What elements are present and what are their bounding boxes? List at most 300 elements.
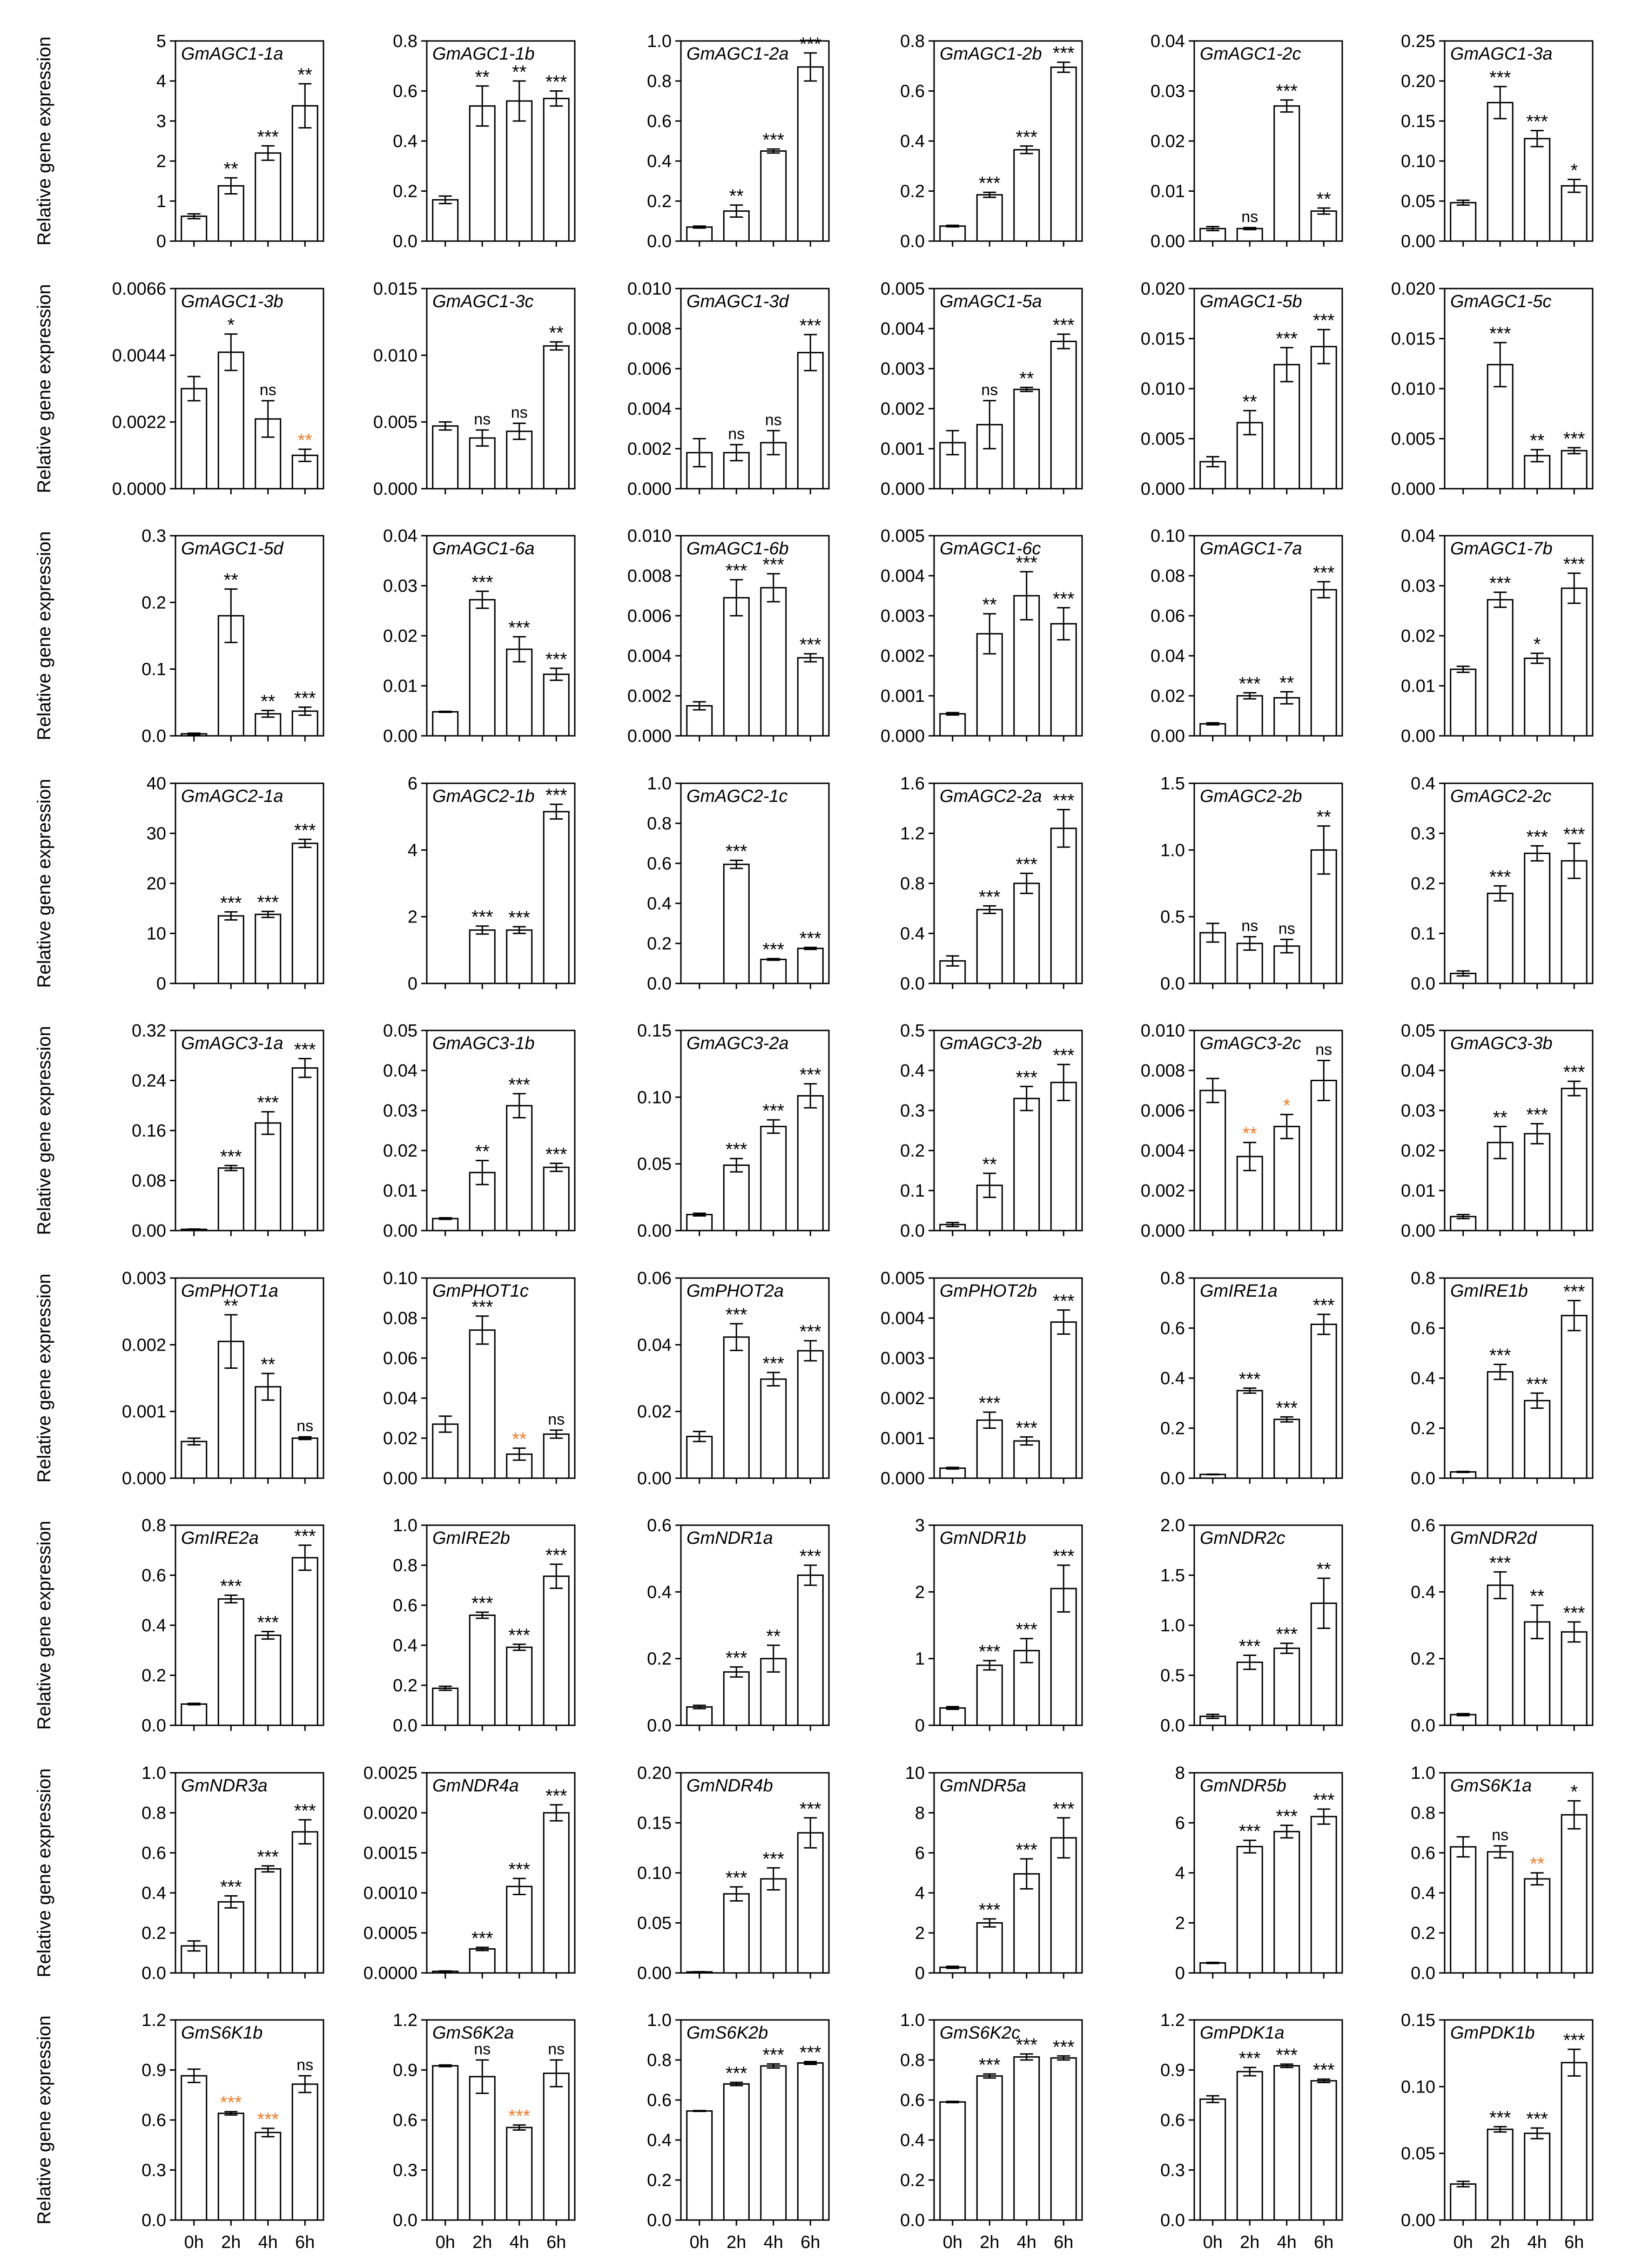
y-tick-label: 0.4 (900, 132, 925, 151)
significance-label: *** (1312, 310, 1335, 331)
x-tick-label: 2h (221, 2233, 241, 2252)
y-tick-label: 0.001 (880, 439, 925, 459)
chart-title: GmIRE1a (1200, 1281, 1278, 1301)
bar (1561, 588, 1587, 736)
bar (1487, 1585, 1513, 1725)
bar (1274, 364, 1299, 489)
bar (977, 1420, 1002, 1478)
chart-panel (900, 2011, 1082, 2252)
bar (1051, 624, 1076, 736)
significance-label: ns (474, 410, 491, 428)
y-tick-label: 0.004 (880, 319, 925, 339)
significance-label: *** (799, 928, 821, 949)
y-tick-label: 0.8 (393, 32, 417, 51)
chart-title: GmAGC1-5b (1200, 292, 1302, 311)
bar (433, 2066, 458, 2220)
y-tick-label: 0.6 (1411, 1516, 1435, 1535)
significance-label: *** (294, 820, 316, 841)
chart-panel (34, 1763, 323, 1983)
significance-label: *** (1526, 1374, 1548, 1395)
bar (1311, 347, 1336, 489)
y-tick-label: 0.4 (900, 2131, 925, 2150)
y-tick-label: 2 (915, 1582, 925, 1602)
chart-panel (1175, 1763, 1342, 1983)
bar (433, 712, 458, 736)
y-tick-label: 0.010 (373, 346, 417, 366)
significance-label: ** (261, 1354, 276, 1375)
significance-label: *** (1238, 1821, 1261, 1842)
significance-label: *** (1526, 1104, 1548, 1125)
significance-label: *** (725, 1305, 747, 1326)
chart-title: GmAGC1-3a (1450, 44, 1553, 64)
chart-title: GmNDR5a (940, 1776, 1026, 1796)
bar (1487, 1852, 1513, 1973)
y-tick-label: 0.000 (121, 1469, 166, 1488)
y-tick-label: 0.02 (1151, 132, 1185, 151)
y-axis-label: Relative gene expression (34, 1521, 54, 1730)
y-axis-label: Relative gene expression (34, 284, 54, 493)
y-tick-label: 0.15 (637, 1813, 672, 1833)
y-tick-label: 10 (146, 924, 166, 944)
y-tick-label: 0.00 (383, 1469, 417, 1488)
significance-label: *** (220, 1146, 242, 1167)
significance-label: ** (475, 1141, 490, 1162)
significance-label: ** (223, 570, 238, 591)
x-tick-label: 2h (472, 2233, 492, 2252)
y-tick-label: 0.10 (637, 1088, 672, 1108)
chart-panel (1411, 1269, 1593, 1488)
significance-label: *** (545, 72, 567, 93)
y-tick-label: 0.0 (141, 2211, 166, 2230)
chart-title: GmAGC3-2b (940, 1034, 1042, 1053)
chart-panel (627, 279, 829, 499)
bar (1200, 1090, 1225, 1231)
y-tick-label: 6 (915, 1844, 925, 1863)
y-tick-label: 0.3 (141, 2160, 166, 2181)
chart-title: GmPHOT2a (686, 1281, 784, 1301)
chart-title: GmS6K1b (181, 2023, 263, 2043)
bar (218, 1902, 243, 1973)
y-tick-label: 4 (156, 72, 166, 91)
significance-label: *** (471, 1593, 493, 1614)
y-tick-label: 6 (1175, 1813, 1185, 1833)
chart-panel (393, 2011, 575, 2252)
y-tick-label: 0.4 (900, 924, 925, 944)
chart-title: GmAGC1-7a (1200, 539, 1302, 559)
y-axis-label: Relative gene expression (34, 1273, 54, 1483)
bar (798, 1096, 823, 1231)
chart-panel (900, 32, 1082, 251)
y-axis-label: Relative gene expression (34, 2015, 54, 2225)
y-tick-label: 0.001 (880, 686, 925, 706)
significance-label: *** (725, 1868, 747, 1889)
chart-title: GmAGC2-2c (1450, 787, 1552, 806)
significance-label: *** (1052, 1546, 1075, 1567)
y-tick-label: 0.000 (1391, 479, 1435, 499)
y-tick-label: 0.02 (1401, 1141, 1435, 1161)
significance-label: *** (1052, 43, 1075, 64)
y-tick-label: 30 (146, 824, 166, 844)
chart-title: GmAGC1-2a (686, 44, 789, 64)
y-tick-label: 0.5 (1160, 1666, 1185, 1686)
y-tick-label: 0.003 (121, 1269, 166, 1288)
significance-label: *** (1563, 2030, 1585, 2051)
y-tick-label: 1.0 (1411, 1763, 1435, 1783)
significance-label: ns (1492, 1826, 1509, 1844)
y-tick-label: 0.03 (1151, 81, 1185, 101)
chart-title: GmAGC3-2a (686, 1034, 789, 1053)
chart-title: GmAGC3-1b (432, 1034, 535, 1053)
significance-label: *** (220, 893, 242, 914)
y-tick-label: 0.2 (647, 2171, 672, 2190)
bar (724, 2084, 749, 2220)
chart-panel (383, 526, 575, 746)
significance-label: *** (762, 939, 785, 960)
y-tick-label: 0.000 (627, 479, 672, 499)
bar (977, 195, 1002, 241)
significance-label: ** (512, 62, 527, 82)
significance-label: *** (508, 1625, 531, 1646)
chart-panel (373, 279, 575, 499)
x-tick-label: 2h (727, 2233, 747, 2252)
y-tick-label: 0.05 (1401, 192, 1435, 211)
significance-label: ns (548, 1410, 565, 1428)
y-tick-label: 0.8 (393, 1556, 417, 1575)
y-tick-label: 1.0 (647, 32, 672, 51)
y-tick-label: 0.04 (637, 1335, 672, 1355)
significance-label: ** (982, 594, 997, 615)
y-tick-label: 0.24 (132, 1071, 166, 1091)
significance-label: *** (762, 1849, 785, 1870)
significance-label: *** (762, 1101, 785, 1122)
significance-label: ns (728, 425, 745, 443)
y-tick-label: 0.02 (383, 1141, 417, 1161)
chart-panel (1151, 32, 1342, 251)
x-tick-label: 0h (1453, 2233, 1473, 2252)
bar (1561, 2063, 1587, 2220)
significance-label: *** (294, 688, 316, 709)
y-tick-label: 0.2 (393, 1676, 417, 1696)
significance-label: *** (471, 1928, 493, 1949)
chart-title: GmS6K2c (940, 2023, 1021, 2043)
y-tick-label: 0.0 (900, 974, 925, 994)
x-tick-label: 4h (1527, 2233, 1547, 2252)
chart-panel (1160, 2011, 1342, 2252)
y-tick-label: 5 (156, 32, 166, 51)
y-tick-label: 0.10 (637, 1864, 672, 1883)
y-tick-label: 0.2 (141, 593, 166, 613)
y-tick-label: 0.04 (383, 1389, 417, 1408)
bar (798, 353, 823, 489)
y-tick-label: 0.006 (627, 606, 672, 626)
y-tick-label: 0.002 (1140, 1181, 1185, 1201)
y-tick-label: 0.004 (880, 566, 925, 586)
y-tick-label: 0.6 (393, 2111, 417, 2130)
x-tick-label: 0h (942, 2233, 962, 2252)
significance-label: *** (1052, 1291, 1075, 1312)
chart-title: GmAGC2-2a (940, 787, 1042, 806)
y-tick-label: 1.5 (1160, 774, 1185, 794)
bar (1237, 1391, 1262, 1478)
bar (798, 949, 823, 983)
significance-label: *** (1276, 81, 1298, 101)
bar (470, 2077, 495, 2220)
y-axis-label: Relative gene expression (34, 1026, 54, 1235)
bar (1274, 1648, 1299, 1725)
y-tick-label: 0.005 (880, 279, 925, 299)
y-tick-label: 0.0 (1411, 1964, 1435, 1983)
bar (1311, 1324, 1336, 1478)
significance-label: ** (297, 65, 312, 86)
y-tick-label: 0.00 (1151, 232, 1185, 251)
x-tick-label: 4h (1016, 2233, 1036, 2252)
chart-title: GmAGC2-2b (1200, 787, 1302, 806)
y-tick-label: 0.0 (141, 1964, 166, 1983)
bar (292, 1438, 317, 1478)
y-tick-label: 1 (915, 1649, 925, 1669)
bar (1237, 2072, 1262, 2220)
significance-label: ** (982, 1154, 997, 1175)
y-tick-label: 0.003 (880, 359, 925, 379)
chart-panel (1401, 32, 1593, 251)
significance-label: *** (799, 634, 821, 655)
y-tick-label: 0.6 (393, 81, 417, 101)
bar (940, 714, 965, 736)
chart-panel (627, 526, 829, 746)
y-tick-label: 1.0 (900, 2011, 925, 2030)
x-tick-label: 4h (763, 2233, 783, 2252)
chart-title: GmPHOT1c (432, 1281, 529, 1301)
y-tick-label: 0.03 (383, 1101, 417, 1121)
significance-label: *** (220, 1576, 242, 1597)
bar (1525, 1879, 1550, 1973)
chart-panel (393, 32, 575, 251)
bar (1487, 1372, 1513, 1478)
bar (182, 1441, 207, 1478)
significance-label: *** (257, 892, 279, 913)
bar (1051, 1083, 1076, 1231)
significance-label: ** (1493, 1107, 1507, 1128)
significance-label: ns (511, 404, 528, 422)
bar (544, 346, 569, 489)
chart-panel (393, 1516, 575, 1736)
bar (1014, 390, 1039, 489)
y-tick-label: 0.004 (627, 646, 672, 666)
bar (292, 1558, 317, 1725)
y-tick-label: 0.0 (1160, 1716, 1185, 1736)
chart-title: GmNDR4b (686, 1776, 773, 1796)
y-tick-label: 0.006 (1140, 1101, 1185, 1121)
bar (940, 1468, 965, 1479)
bar (798, 658, 823, 736)
y-tick-label: 0.5 (900, 1021, 925, 1041)
significance-label: ** (1530, 431, 1545, 451)
y-tick-label: 0.8 (900, 2051, 925, 2070)
y-tick-label: 0.4 (1411, 774, 1435, 794)
bar (256, 1123, 281, 1231)
significance-label: *** (1052, 1798, 1075, 1819)
bar (544, 99, 569, 241)
bar (1237, 229, 1262, 241)
y-tick-label: 0.25 (1401, 32, 1435, 51)
bar (433, 1218, 458, 1231)
y-tick-label: 0.01 (1401, 1181, 1435, 1201)
y-tick-label: 0.005 (373, 412, 417, 432)
y-tick-label: 0.03 (1401, 1101, 1435, 1121)
y-tick-label: 2.0 (1160, 1516, 1185, 1535)
y-tick-label: 0.8 (900, 32, 925, 51)
y-tick-label: 0.2 (647, 192, 672, 211)
y-tick-label: 0.0 (647, 2211, 672, 2230)
y-tick-label: 20 (146, 874, 166, 894)
chart-panel (1151, 526, 1342, 746)
y-tick-label: 0.04 (1151, 646, 1185, 666)
y-tick-label: 0.32 (132, 1021, 166, 1041)
y-tick-label: 0.05 (1401, 2144, 1435, 2164)
bar (1451, 1847, 1476, 1973)
y-tick-label: 0.6 (647, 112, 672, 131)
significance-label: *** (799, 1546, 821, 1567)
y-tick-label: 0.04 (383, 526, 417, 546)
bar (433, 1688, 458, 1725)
y-axis-label: Relative gene expression (34, 1768, 54, 1978)
significance-label: * (227, 315, 235, 336)
y-tick-label: 0.005 (880, 526, 925, 546)
y-tick-label: 0.000 (880, 1469, 925, 1488)
bar (1274, 106, 1299, 241)
bar (544, 812, 569, 983)
y-tick-label: 0.4 (647, 2131, 672, 2150)
bar (687, 1436, 712, 1478)
significance-label: *** (978, 2055, 1001, 2076)
significance-label: *** (799, 1064, 821, 1085)
bar (544, 1813, 569, 1973)
y-tick-label: 1.0 (141, 1763, 166, 1783)
bar (940, 2102, 965, 2220)
significance-label: *** (1016, 552, 1038, 573)
bar (1311, 2081, 1336, 2220)
bar (798, 1351, 823, 1478)
y-tick-label: 0.05 (637, 1913, 672, 1933)
y-tick-label: 0.0 (900, 1221, 925, 1241)
chart-title: GmPDK1b (1450, 2023, 1535, 2043)
significance-label: ns (981, 381, 998, 399)
y-tick-label: 0.1 (1411, 924, 1435, 944)
x-tick-label: 2h (980, 2233, 1000, 2252)
bar (977, 1923, 1002, 1973)
y-tick-label: 0.0 (647, 974, 672, 994)
y-tick-label: 0.4 (647, 894, 672, 914)
significance-label: *** (1238, 1636, 1261, 1657)
bar (182, 216, 207, 241)
y-tick-label: 0.6 (141, 1566, 166, 1586)
chart-title: GmAGC2-1b (432, 787, 535, 806)
chart-panel (881, 279, 1082, 499)
bar (256, 153, 281, 241)
chart-title: GmIRE1b (1450, 1281, 1528, 1301)
bar (724, 598, 749, 736)
y-tick-label: 0.2 (1411, 1924, 1435, 1943)
chart-title: GmNDR2d (1450, 1528, 1537, 1548)
y-tick-label: 0.002 (880, 399, 925, 419)
bar (724, 1672, 749, 1725)
bar (507, 1106, 532, 1231)
y-tick-label: 0.02 (1151, 686, 1185, 706)
y-tick-label: 0.6 (1411, 1844, 1435, 1863)
bar (1311, 1817, 1336, 1973)
bar (687, 2111, 712, 2220)
chart-title: GmAGC1-1a (181, 44, 283, 64)
significance-label: ** (512, 1429, 527, 1450)
significance-label: *** (1489, 573, 1511, 594)
y-tick-label: 0.4 (647, 1582, 672, 1602)
bar (1051, 828, 1076, 983)
y-tick-label: 0.008 (1140, 1061, 1185, 1081)
y-tick-label: 0.8 (1160, 1269, 1185, 1288)
significance-label: *** (1238, 1369, 1261, 1390)
y-tick-label: 1.2 (393, 2011, 417, 2030)
y-tick-label: 2 (1175, 1913, 1185, 1933)
significance-label: *** (508, 1859, 531, 1880)
y-tick-label: 0.02 (383, 626, 417, 646)
bar (544, 1167, 569, 1231)
y-tick-label: 2 (156, 152, 166, 171)
chart-title: GmNDR2c (1200, 1528, 1285, 1548)
y-tick-label: 0.005 (1391, 429, 1435, 449)
significance-label: *** (1312, 1790, 1335, 1810)
y-tick-label: 0.010 (1391, 379, 1435, 399)
significance-label: *** (1276, 1806, 1298, 1827)
y-tick-label: 0.4 (1160, 1369, 1185, 1388)
bar (507, 101, 532, 241)
bar (544, 1576, 569, 1725)
y-tick-label: 0.3 (141, 526, 166, 546)
significance-label: *** (978, 1393, 1001, 1414)
chart-panel (383, 1021, 575, 1241)
y-tick-label: 0 (407, 974, 417, 994)
bar (218, 2113, 243, 2220)
y-tick-label: 0.015 (1140, 329, 1185, 349)
bar (1561, 1632, 1587, 1725)
bar (724, 1894, 749, 1973)
bar (507, 1647, 532, 1725)
bar (292, 1068, 317, 1231)
significance-label: *** (1016, 1067, 1038, 1088)
y-tick-label: 0 (915, 1964, 925, 1983)
significance-label: *** (1489, 2107, 1511, 2128)
significance-label: *** (545, 785, 567, 806)
bar (940, 1708, 965, 1725)
y-tick-label: 0.0000 (363, 1964, 417, 1983)
bar (977, 2076, 1002, 2220)
bar (761, 1126, 786, 1231)
significance-label: * (1570, 1782, 1578, 1803)
y-tick-label: 0.00 (637, 1221, 672, 1241)
significance-label: *** (799, 1321, 821, 1342)
y-tick-label: 0.00 (1401, 232, 1435, 251)
significance-label: *** (762, 130, 785, 151)
chart-title: GmPHOT1a (181, 1281, 279, 1301)
bar (544, 2073, 569, 2220)
y-tick-label: 0.00 (1151, 727, 1185, 746)
bar (687, 1707, 712, 1725)
y-tick-label: 1.0 (1160, 841, 1185, 861)
y-tick-label: 0.4 (393, 132, 417, 151)
y-tick-label: 0.0015 (363, 1844, 417, 1863)
significance-label: *** (1563, 1281, 1585, 1302)
significance-label: *** (1052, 790, 1075, 811)
chart-panel (900, 1021, 1082, 1241)
